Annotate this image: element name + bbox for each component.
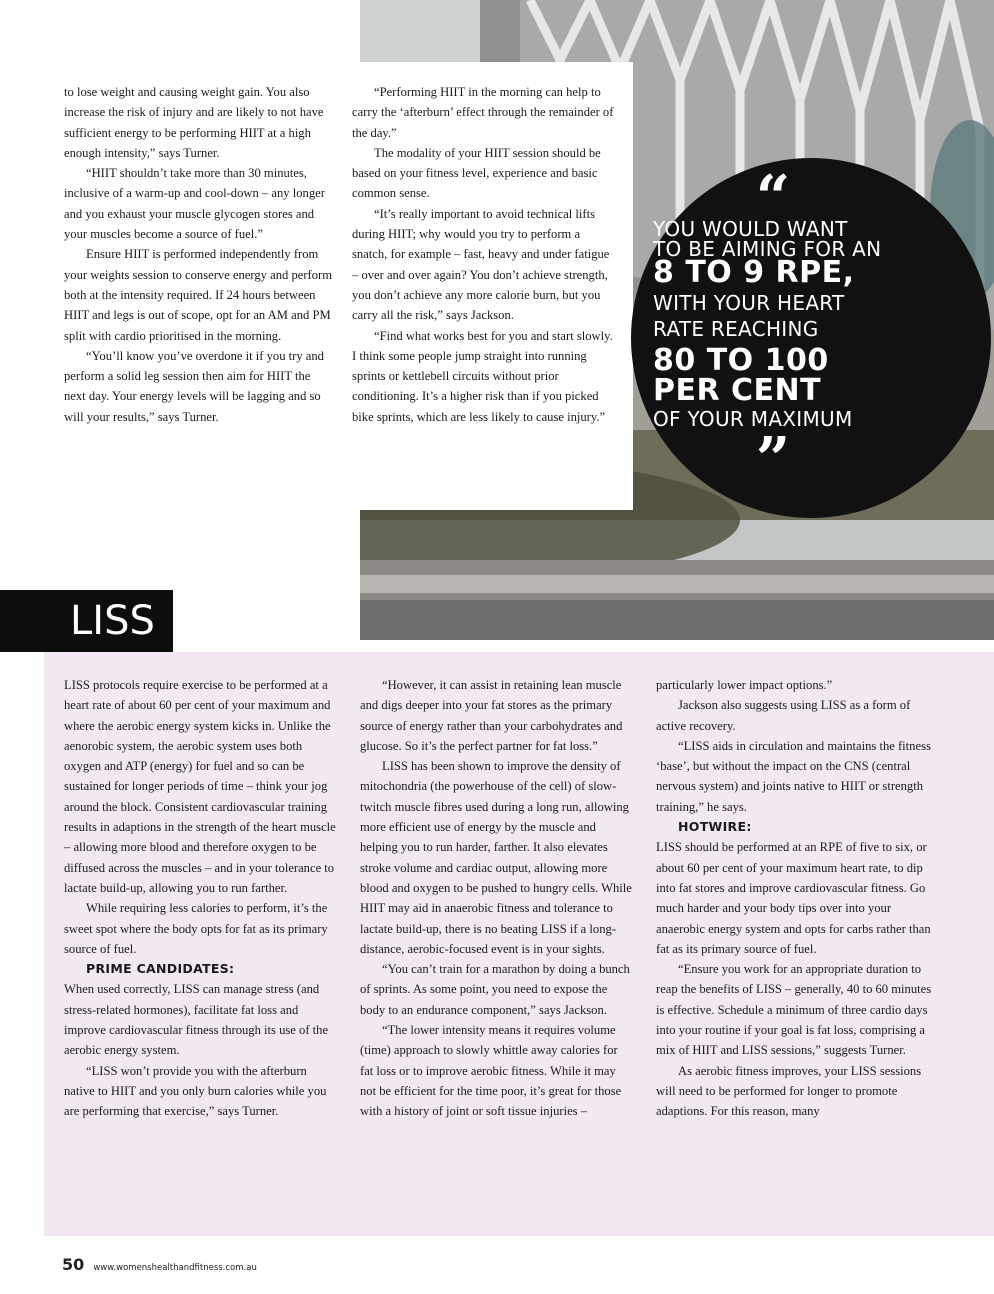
pull-quote-emphasis: 8 TO 9 RPE, [653, 255, 855, 290]
paragraph: “Ensure you work for an appropriate duration to reap the benefits of LISS – generally, 40 to 60 minutes is effective. Schedule a minimum of three cardio days into your routine if your goal is fat loss, comprising a mix of HIIT and LISS sessions,” suggests Turner. [656, 962, 932, 1058]
paragraph: “The lower intensity means it requires volume (time) approach to slowly whittle away calories for fat loss or to improve aerobic fitness. While it may not be efficient for the time poor, it’s great for those with a history of joint or soft tissue injuries – [360, 1023, 622, 1119]
paragraph: “However, it can assist in retaining lean muscle and digs deeper into your fat stores as the primary source of energy rather than your carbohydrates and glucose. So it’s the perfect partner for fat loss.” [360, 678, 623, 753]
column-top-middle [352, 82, 617, 427]
paragraph: Ensure HIIT is performed independently from your weights session to conserve energy and perform both at the intensity required. If 24 hours between HIIT and legs is out of scope, opt for an AM and PM split with cardio prioritised in the morning. [64, 247, 333, 343]
paragraph: LISS has been shown to improve the density of mitochondria (the powerhouse of the cell) of slow-twitch muscle fibres used during a long run, allowing more efficient use of energy by the muscle and helping you to run harder, farther. It also elevates stroke volume and cardiac output, allowing more blood and oxygen to be pushed to hungry cells. While HIIT may aid in anaerobic fitness and tolerance to lactate build-up, there is no beating LISS if a long-distance, aerobic-focused event is in your sights. [360, 759, 632, 956]
paragraph: LISS protocols require exercise to be performed at a heart rate of about 60 per cent of your maximum and where the aerobic energy system kicks in. Unlike the aenorobic system, the aerobic system uses both oxygen and ATP (energy) for fuel and so can be sustained for longer periods of time – think your jog around the block. Consistent cardiovascular training results in adaptions in the strength of the heart muscle – allowing more blood and therefore oxygen to be diffused across the muscles – and in your tolerance to lactate build-up, allowing you to run farther. [64, 678, 336, 895]
pull-quote-emphasis: 80 TO 100 [653, 343, 829, 378]
pull-quote-line: RATE REACHING [653, 317, 819, 341]
pull-quote-line: YOU WOULD WANT [653, 217, 848, 241]
paragraph: “You’ll know you’ve overdone it if you try and perform a solid leg session then aim for HIIT the next day. Your energy levels will be lagging and so will your results,” says Turner. [64, 348, 324, 424]
paragraph: to lose weight and causing weight gain. You also increase the risk of injury and are likely to not have sufficient energy to be performing HIIT at a high enough intensity,” says Turner. [64, 85, 324, 160]
paragraph: When used correctly, LISS can manage stress (and stress-related hormones), facilitate fat loss and improve cardiovascular fitness through its use of the aerobic energy system. [64, 982, 329, 1058]
pull-quote-line: TO BE AIMING FOR AN [653, 237, 882, 261]
close-quote-icon: ” [755, 425, 791, 495]
pull-quote-emphasis: PER CENT [653, 373, 822, 408]
paragraph: LISS should be performed at an RPE of five to six, or about 60 per cent of your maximum heart rate, to dip into fat stores and improve cardiovascular fitness. Go much harder and your body tips over into your anaerobic energy system and opts for carbs rather than fat as its primary source of fuel. [656, 840, 931, 956]
footer-url: www.womenshealthandfitness.com.au [93, 1263, 257, 1273]
pull-quote [631, 158, 991, 518]
pull-quote-line: WITH YOUR HEART [653, 291, 845, 315]
subheading-prime-candidates: PRIME CANDIDATES: [86, 961, 235, 977]
column-top-left [64, 82, 334, 427]
column-liss-3 [656, 675, 934, 1122]
column-liss-2 [360, 675, 632, 1122]
paragraph: “You can’t train for a marathon by doing a bunch of sprints. As some point, you need to expose the body to an endurance component,” says Jackson. [360, 962, 630, 1017]
paragraph: The modality of your HIIT session should be based on your fitness level, experience and basic common sense. [352, 145, 601, 201]
paragraph: “Performing HIIT in the morning can help to carry the ‘afterburn’ effect through the remainder of the day.” [352, 85, 614, 140]
page-number: 50 [62, 1255, 85, 1274]
paragraph: “It’s really important to avoid technical lifts during HIIT; why would you try to perform a snatch, for example – fast, heavy and under fatigue – over and over again? You don’t achieve strength, you don’t achieve any more calorie burn, but you carry all the risk,” says Jackson. [352, 206, 610, 323]
paragraph: While requiring less calories to perform, it’s the sweet spot where the body opts for fat as its primary source of fuel. [64, 901, 328, 956]
column-liss-1 [64, 675, 337, 1122]
open-quote-icon: “ [755, 163, 791, 233]
paragraph: “LISS aids in circulation and maintains the fitness ‘base’, but without the impact on the CNS (central nervous system) and joints native to HIIT or strength training,” he says. [656, 738, 931, 814]
paragraph: particularly lower impact options.” [656, 678, 833, 692]
subheading-hotwire: HOTWIRE: [678, 819, 752, 835]
paragraph: “HIIT shouldn’t take more than 30 minutes, inclusive of a warm-up and cool-down – any longer and you exhaust your muscle glycogen stores and your muscles become a source of fuel.” [64, 166, 325, 242]
paragraph: As aerobic fitness improves, your LISS sessions will need to be performed for longer to promote adaptions. For this reason, many [656, 1063, 922, 1119]
paragraph: “LISS won’t provide you with the afterburn native to HIIT and you only burn calories while you are performing that exercise,” says Turner. [64, 1063, 327, 1119]
paragraph: Jackson also suggests using LISS as a form of active recovery. [656, 698, 911, 733]
page-footer [62, 1255, 257, 1274]
pull-quote-line: OF YOUR MAXIMUM [653, 407, 853, 431]
paragraph: “Find what works best for you and start slowly. I think some people jump straight into running sprints or kettlebell circuits without prior conditioning. It’s a higher risk than if you picked bike sprints, which are less likely to cause injury.” [352, 328, 613, 424]
section-title: LISS [0, 590, 173, 652]
